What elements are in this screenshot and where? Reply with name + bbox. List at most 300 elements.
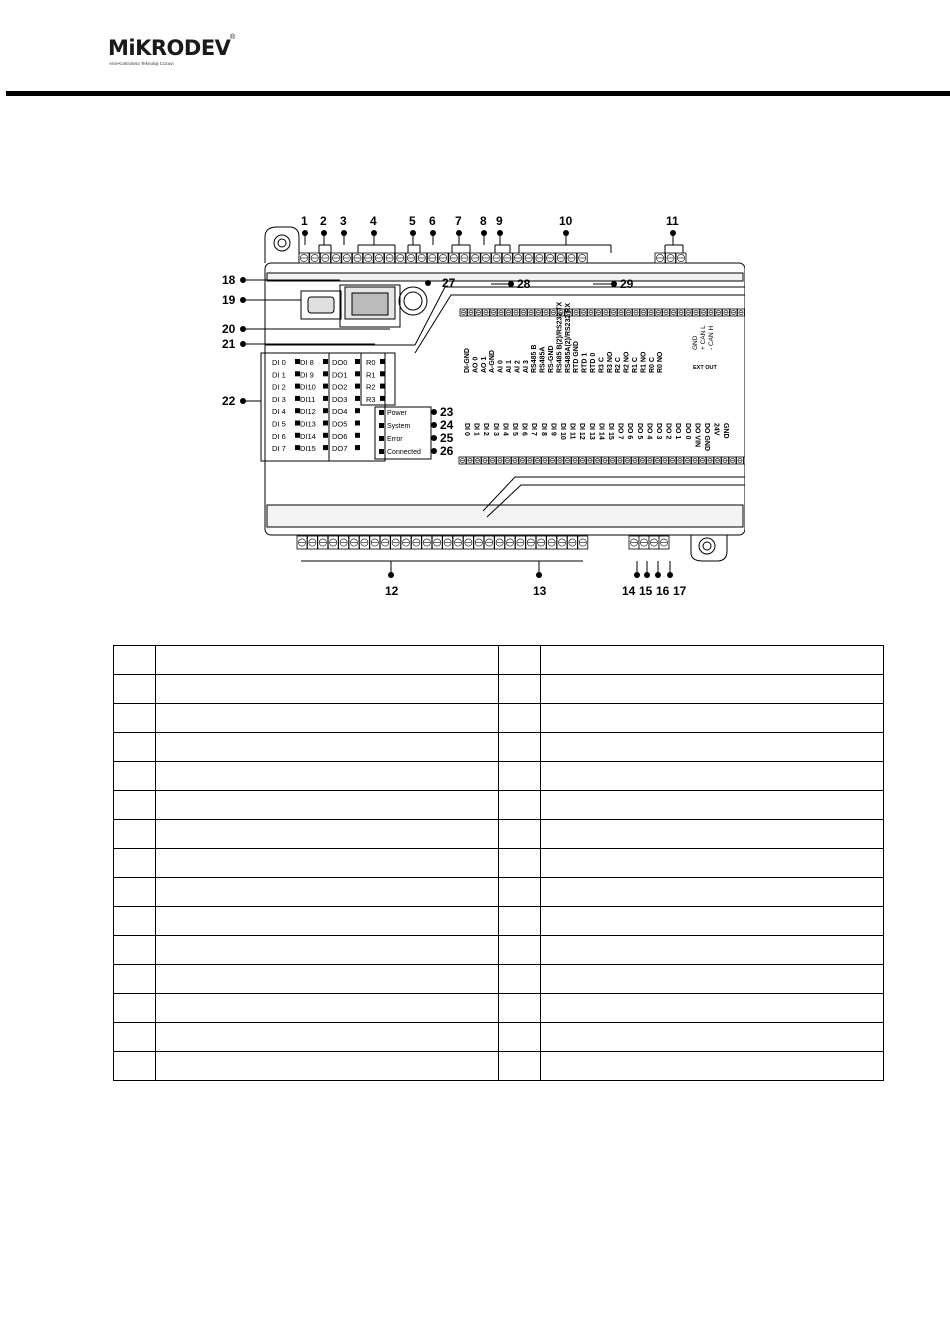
- led-label: DI 4: [272, 407, 286, 417]
- terminal-screw: [299, 253, 309, 263]
- item-number-cell: [114, 791, 156, 820]
- terminal-screw: [490, 309, 497, 316]
- item-number-cell: [499, 1052, 541, 1081]
- item-description-cell: [541, 1023, 884, 1052]
- item-number-cell: [499, 994, 541, 1023]
- terminal-screw: [609, 457, 616, 464]
- terminal-label: R3 C: [598, 357, 606, 373]
- terminal-label: DI 4: [501, 423, 509, 436]
- led-label: DI 0: [272, 358, 286, 367]
- terminal-label: DI-GND: [464, 348, 471, 373]
- led-label: DO2: [332, 382, 348, 392]
- terminal-screw: [453, 536, 463, 549]
- terminal-screw: [577, 253, 587, 263]
- terminal-screw: [391, 536, 401, 549]
- item-number-cell: [499, 965, 541, 994]
- terminal-screw: [463, 536, 473, 549]
- table-row: [114, 849, 884, 878]
- terminal-screw: [737, 457, 744, 464]
- callout-number: 23: [440, 405, 454, 419]
- terminal-screw: [542, 457, 549, 464]
- callout-number: 1: [301, 214, 308, 228]
- terminal-screw: [520, 309, 527, 316]
- item-number-cell: [499, 762, 541, 791]
- terminal-label: 24V: [712, 423, 720, 436]
- callout-number: 11: [666, 214, 679, 228]
- terminal-screw: [297, 536, 307, 549]
- terminal-label: RTD GND: [573, 341, 581, 373]
- terminal-screw: [549, 457, 556, 464]
- terminal-screw: [678, 309, 685, 316]
- terminal-screw: [545, 253, 555, 263]
- callout-number: 19: [222, 293, 236, 307]
- terminal-screw: [629, 536, 639, 549]
- led-indicator: [355, 371, 360, 376]
- table-row: [114, 1052, 884, 1081]
- callout-23: [431, 405, 454, 419]
- terminal-label: AI 2: [514, 360, 522, 373]
- callout-16: [655, 561, 670, 598]
- terminal-label: DI 0: [463, 423, 470, 436]
- terminal-label: R0 NO: [657, 351, 665, 373]
- item-number-cell: [114, 878, 156, 907]
- terminal-screw: [624, 457, 631, 464]
- table-row: [114, 791, 884, 820]
- table-row: [114, 820, 884, 849]
- terminal-screw: [460, 309, 467, 316]
- led-indicator: [323, 445, 328, 450]
- terminal-label: RS485 B: [531, 344, 539, 373]
- top-terminal-blocks: [299, 253, 686, 263]
- callout-number: 17: [673, 584, 687, 598]
- item-number-cell: [114, 820, 156, 849]
- terminal-screw: [512, 457, 519, 464]
- terminal-screw: [498, 309, 505, 316]
- item-description-cell: [541, 994, 884, 1023]
- item-description-cell: [541, 965, 884, 994]
- item-description-cell: [541, 820, 884, 849]
- terminal-label: DO 0: [683, 423, 691, 440]
- terminal-screw: [573, 309, 580, 316]
- terminal-screw: [534, 457, 541, 464]
- callout-17: [667, 561, 687, 598]
- led-label: DI 8: [300, 358, 314, 367]
- status-led-label: System: [387, 423, 411, 430]
- callout-24: [431, 418, 454, 432]
- terminal-label: AI 3: [522, 360, 530, 373]
- terminal-label: RTD 0: [590, 352, 597, 373]
- terminal-screw: [526, 536, 536, 549]
- terminal-screw: [587, 457, 594, 464]
- terminal-screw: [524, 253, 534, 263]
- terminal-screw: [648, 309, 655, 316]
- callout-number: 10: [559, 214, 573, 228]
- callout-19: [222, 293, 301, 307]
- led-label: DI15: [300, 444, 316, 454]
- terminal-label: R3 NO: [606, 351, 614, 373]
- terminal-screw: [528, 309, 535, 316]
- item-description-cell: [156, 936, 499, 965]
- terminal-screw: [676, 253, 686, 263]
- item-number-cell: [114, 1052, 156, 1081]
- led-label: DI10: [300, 382, 316, 392]
- terminal-screw: [715, 309, 722, 316]
- item-number-cell: [499, 849, 541, 878]
- terminal-screw: [602, 457, 609, 464]
- callout-number: 29: [620, 277, 634, 291]
- device-diagram: [215, 205, 745, 605]
- relay-label: R3: [366, 394, 376, 404]
- item-number-cell: [114, 733, 156, 762]
- mounting-hole-top: [265, 227, 299, 263]
- relay-label: R2: [366, 382, 376, 392]
- item-description-cell: [541, 762, 884, 791]
- ext-out-label: EXT OUT: [693, 365, 717, 371]
- terminal-screw: [385, 253, 395, 263]
- terminal-screw: [618, 309, 625, 316]
- terminal-screw: [489, 457, 496, 464]
- led-indicator: [323, 359, 328, 364]
- terminal-screw: [513, 253, 523, 263]
- terminal-label: DI 13: [587, 423, 595, 440]
- terminal-screw: [666, 253, 676, 263]
- terminal-screw: [527, 457, 534, 464]
- terminal-label: DO 3: [655, 423, 662, 440]
- callout-26: [431, 444, 454, 458]
- callout-number: 8: [480, 214, 487, 228]
- item-number-cell: [114, 936, 156, 965]
- callout-22: [222, 394, 261, 408]
- terminal-screw: [535, 309, 542, 316]
- callout-number: 14: [622, 584, 636, 598]
- item-number-cell: [114, 907, 156, 936]
- item-description-cell: [156, 878, 499, 907]
- led-label: DI 1: [272, 370, 286, 380]
- relay-label: R1: [366, 370, 376, 380]
- terminal-screw: [502, 253, 512, 263]
- terminal-screw: [468, 309, 475, 316]
- terminal-screw: [685, 309, 692, 316]
- item-description-cell: [541, 1052, 884, 1081]
- terminal-screw: [722, 457, 729, 464]
- terminal-screw: [708, 309, 715, 316]
- callout-25: [431, 431, 454, 445]
- terminal-label: R2 C: [615, 357, 623, 373]
- item-number-cell: [499, 704, 541, 733]
- item-description-cell: [156, 907, 499, 936]
- item-description-cell: [541, 675, 884, 704]
- terminal-label: AI 1: [506, 360, 513, 373]
- terminal-screw: [395, 253, 405, 263]
- led-indicator: [323, 408, 328, 413]
- terminal-screw: [659, 536, 669, 549]
- terminal-label: DI 9: [549, 423, 557, 436]
- terminal-screw: [669, 457, 676, 464]
- terminal-label: DI 5: [511, 423, 518, 436]
- callout-2: [320, 214, 327, 245]
- led-indicator: [355, 433, 360, 438]
- terminal-screw: [470, 253, 480, 263]
- led-label: DO1: [332, 370, 348, 380]
- callout-number: 26: [440, 444, 454, 458]
- item-number-cell: [499, 907, 541, 936]
- led-label: DO4: [332, 407, 348, 417]
- table-row: [114, 646, 884, 675]
- callout-13: [533, 561, 547, 598]
- terminal-screw: [438, 253, 448, 263]
- callout-number: 9: [496, 214, 503, 228]
- led-label: DI12: [300, 407, 316, 417]
- item-number-cell: [499, 733, 541, 762]
- led-label: DI14: [300, 431, 316, 441]
- terminal-screw: [693, 309, 700, 316]
- callout-9: [496, 214, 503, 245]
- callout-1: [301, 214, 308, 245]
- terminal-screw: [505, 536, 515, 549]
- callout-number: 15: [639, 584, 653, 598]
- terminal-screw: [331, 253, 341, 263]
- terminal-screw: [639, 457, 646, 464]
- led-label: DI 2: [272, 382, 286, 392]
- terminal-screw: [649, 536, 659, 549]
- terminal-label: RS485A(2)/RS232 RX: [564, 302, 572, 373]
- item-number-cell: [114, 994, 156, 1023]
- terminal-screw: [474, 536, 484, 549]
- terminal-screw: [557, 536, 567, 549]
- callout-10: [559, 214, 573, 245]
- callout-number: 20: [222, 322, 236, 336]
- terminal-label: DO 5: [635, 423, 643, 440]
- terminal-screw: [534, 253, 544, 263]
- table-row: [114, 936, 884, 965]
- terminal-screw: [483, 309, 490, 316]
- terminal-screw: [460, 253, 470, 263]
- terminal-screw: [310, 253, 320, 263]
- ext-terminal-label: - CAN H: [708, 325, 715, 350]
- callout-number: 13: [533, 584, 547, 598]
- terminal-label: DI 15: [607, 423, 614, 440]
- led-indicator: [323, 421, 328, 426]
- terminal-screw: [363, 253, 373, 263]
- item-description-cell: [541, 849, 884, 878]
- terminal-screw: [411, 536, 421, 549]
- callout-number: 18: [222, 273, 236, 287]
- terminal-screw: [744, 457, 745, 464]
- item-number-cell: [114, 1023, 156, 1052]
- logo-tagline: Anti-Kontroloso Teknoloji Cozuvi: [109, 61, 174, 66]
- terminal-screw: [318, 536, 328, 549]
- item-number-cell: [114, 675, 156, 704]
- terminal-screw: [359, 536, 369, 549]
- led-indicator: [355, 384, 360, 389]
- item-description-cell: [156, 762, 499, 791]
- terminal-label: RS485 B(2)/RS232 TX: [556, 301, 564, 373]
- terminal-label: R0 C: [648, 357, 656, 373]
- terminal-label: AO 0: [472, 356, 480, 373]
- led-indicator: [355, 421, 360, 426]
- terminal-screw: [515, 536, 525, 549]
- bottom-terminal-blocks: [297, 536, 669, 549]
- item-number-cell: [499, 791, 541, 820]
- callout-number: 24: [440, 418, 454, 432]
- rotary-switch: [399, 287, 427, 315]
- status-led-label: Connected: [387, 449, 421, 456]
- item-number-cell: [114, 762, 156, 791]
- led-indicator: [355, 359, 360, 364]
- callout-number: 3: [340, 214, 347, 228]
- item-description-cell: [156, 820, 499, 849]
- terminal-label: AI 0: [497, 360, 505, 373]
- terminal-screw: [578, 536, 588, 549]
- terminal-screw: [700, 309, 707, 316]
- terminal-label: DO 7: [616, 423, 624, 440]
- callout-21: [222, 337, 375, 351]
- item-description-cell: [541, 791, 884, 820]
- item-description-cell: [541, 907, 884, 936]
- terminal-screw: [320, 253, 330, 263]
- callout-15: [639, 561, 653, 598]
- terminal-screw: [572, 457, 579, 464]
- led-label: DO3: [332, 394, 348, 404]
- callout-6: [429, 214, 436, 245]
- terminal-label: GND: [722, 423, 730, 439]
- terminal-screw: [692, 457, 699, 464]
- terminal-screw: [339, 536, 349, 549]
- led-label: DI11: [300, 394, 316, 404]
- relay-label: R0: [366, 358, 376, 367]
- terminal-label: RS-GND: [548, 345, 555, 373]
- callout-4: [370, 214, 377, 245]
- terminal-screw: [497, 457, 504, 464]
- item-description-cell: [156, 675, 499, 704]
- terminal-screw: [655, 253, 665, 263]
- terminal-screw: [349, 536, 359, 549]
- terminal-label: DI 2: [482, 423, 490, 436]
- item-number-cell: [499, 820, 541, 849]
- terminal-screw: [519, 457, 526, 464]
- callout-number: 22: [222, 394, 236, 408]
- led-indicator: [323, 433, 328, 438]
- callout-number: 7: [455, 214, 462, 228]
- header-rule: [6, 91, 950, 96]
- led-indicator: [355, 408, 360, 413]
- terminal-screw: [353, 253, 363, 263]
- terminal-labels: [463, 301, 729, 451]
- item-number-cell: [114, 646, 156, 675]
- terminal-screw: [406, 253, 416, 263]
- callout-number: 27: [442, 276, 456, 290]
- item-description-cell: [156, 849, 499, 878]
- terminal-screw: [714, 457, 721, 464]
- terminal-screw: [730, 309, 737, 316]
- terminal-screw: [738, 309, 745, 316]
- item-number-cell: [499, 936, 541, 965]
- terminal-label: A-GND: [489, 350, 497, 373]
- item-number-cell: [499, 1023, 541, 1052]
- callout-20: [222, 322, 390, 336]
- led-indicator: [380, 371, 385, 376]
- callout-11: [666, 214, 679, 245]
- terminal-screw: [617, 457, 624, 464]
- terminal-screw: [328, 536, 338, 549]
- terminal-label: DI 14: [597, 423, 605, 440]
- terminal-label: DI 12: [578, 423, 586, 440]
- terminal-screw: [492, 253, 502, 263]
- terminal-label: DO GND: [703, 423, 710, 451]
- terminal-screw: [699, 457, 706, 464]
- terminal-screw: [459, 457, 466, 464]
- terminal-label: RS485A: [539, 346, 547, 373]
- item-description-cell: [156, 965, 499, 994]
- terminal-screw: [432, 536, 442, 549]
- item-description-cell: [541, 704, 884, 733]
- callout-number: 4: [370, 214, 377, 228]
- terminal-screw: [632, 457, 639, 464]
- led-label: DO5: [332, 419, 348, 429]
- terminal-screw: [610, 309, 617, 316]
- terminal-screw: [481, 253, 491, 263]
- terminal-screw: [580, 309, 587, 316]
- callout-3: [340, 214, 347, 245]
- terminal-screw: [579, 457, 586, 464]
- table-row: [114, 994, 884, 1023]
- led-indicator: [355, 396, 360, 401]
- terminal-label: R1 C: [632, 357, 639, 373]
- terminal-screw: [513, 309, 520, 316]
- terminal-screw: [467, 457, 474, 464]
- terminal-screw: [556, 253, 566, 263]
- terminal-screw: [594, 457, 601, 464]
- item-number-cell: [114, 849, 156, 878]
- callout-number: 12: [385, 584, 399, 598]
- status-led: [379, 449, 384, 454]
- terminal-screw: [662, 457, 669, 464]
- terminal-label: DI 6: [520, 423, 528, 436]
- table-row: [114, 733, 884, 762]
- terminal-screw: [567, 253, 577, 263]
- terminal-label: RTD 1: [581, 352, 589, 373]
- item-number-cell: [114, 704, 156, 733]
- terminal-screw: [647, 457, 654, 464]
- terminal-screw: [547, 536, 557, 549]
- terminal-screw: [640, 309, 647, 316]
- led-label: DI 3: [272, 394, 286, 404]
- terminal-screw: [684, 457, 691, 464]
- terminal-screw: [729, 457, 736, 464]
- terminal-screw: [677, 457, 684, 464]
- terminal-label: DO VIN: [693, 423, 701, 448]
- callout-14: [622, 561, 640, 598]
- item-description-cell: [156, 1023, 499, 1052]
- led-label: DI13: [300, 419, 316, 429]
- terminal-screw: [536, 536, 546, 549]
- table-row: [114, 878, 884, 907]
- item-description-cell: [156, 704, 499, 733]
- terminal-screw: [374, 253, 384, 263]
- item-description-cell: [541, 936, 884, 965]
- item-number-cell: [499, 646, 541, 675]
- terminal-label: R2 NO: [623, 351, 631, 373]
- terminal-screw: [670, 309, 677, 316]
- item-number-cell: [114, 965, 156, 994]
- terminal-label: DI 8: [539, 423, 547, 436]
- terminal-screw: [707, 457, 714, 464]
- item-description-cell: [541, 733, 884, 762]
- led-label: DO7: [332, 444, 348, 454]
- terminal-screw: [639, 536, 649, 549]
- item-description-cell: [156, 994, 499, 1023]
- terminal-screw: [633, 309, 640, 316]
